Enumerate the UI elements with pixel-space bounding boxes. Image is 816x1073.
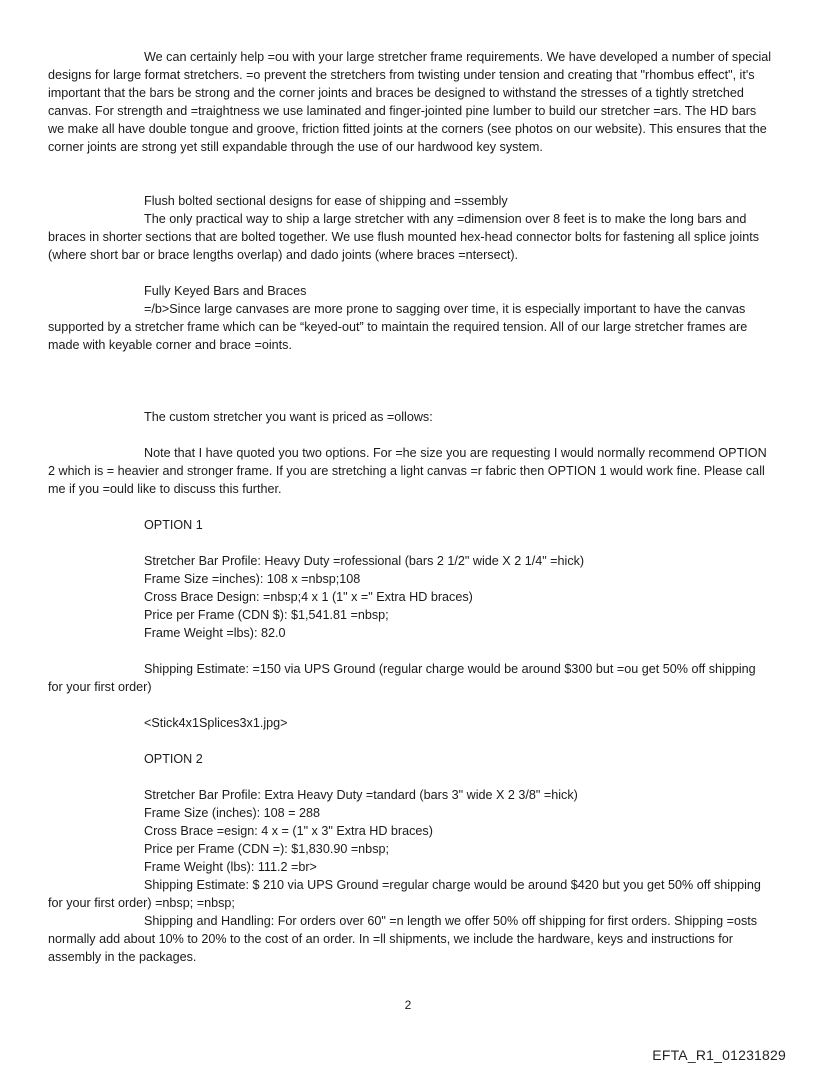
- intro-paragraph: We can certainly help =ou with your large stretcher frame requirements. We have developed a number of special designs for large format stretchers. =o prevent the stretchers from twisting under tension and creating that "rhombus effect", it's important that the bars be strong and the corner joints and braces be designed to withstand the stresses of a tightly stretched canvas. For strength and =traightness we use laminated and finger-jointed pine lumber to build our stretcher =ars. The HD bars we make all have double tongue and groove, friction fitted joints at the corners (see photos on our website). This ensures that the corner joints are strong yet still expandable through the use of our hardwood key system.: [48, 50, 772, 154]
- options-note: Note that I have quoted you two options. For =he size you are requesting I would normally recommend OPTION 2 which is = heavier and stronger frame. If you are stretching a light canvas =r fabric then OPTION 1 would work fine. Please call me if you =ould like to discuss this further.: [48, 446, 767, 496]
- option-1-price: Price per Frame (CDN $): $1,541.81 =nbsp;: [144, 608, 389, 622]
- option-2-title: OPTION 2: [144, 752, 203, 766]
- option-1-frame-size: Frame Size =inches): 108 x =nbsp;108: [144, 572, 361, 586]
- option-1-image-ref: <Stick4x1Splices3x1.jpg>: [144, 716, 288, 730]
- option-2-shipping: Shipping Estimate: $ 210 via UPS Ground =regular charge would be around $420 but you get 50% off shipping for your first order) =nbsp; =nbsp;: [48, 878, 761, 910]
- flush-bolted-heading: Flush bolted sectional designs for ease of shipping and =ssembly: [144, 194, 508, 208]
- shipping-handling: Shipping and Handling: For orders over 60" =n length we offer 50% off shipping for first orders. Shipping =osts normally add about 10% to 20% to the cost of an order. In =ll shipments, we include the hardware, keys and instructions for assembly in the packages.: [48, 914, 758, 964]
- keyed-bars-body: =/b>Since large canvases are more prone to sagging over time, it is especially important to have the canvas supported by a stretcher frame which can be “keyed-out” to maintain the required tension. All of our large stretcher frames are made with keyable corner and brace =oints.: [48, 302, 748, 352]
- flush-bolted-body: The only practical way to ship a large stretcher with any =dimension over 8 feet is to make the long bars and braces in shorter sections that are bolted together. We use flush mounted hex-head connector bolts for fastening all splice joints (where short bar or brace lengths overlap) and dado joints (where braces =ntersect).: [48, 212, 760, 262]
- option-1-weight: Frame Weight =lbs): 82.0: [144, 626, 286, 640]
- pricing-intro: The custom stretcher you want is priced as =ollows:: [144, 410, 433, 424]
- page-number: 2: [404, 998, 412, 1012]
- option-2-price: Price per Frame (CDN =): $1,830.90 =nbsp;: [144, 842, 389, 856]
- option-2-frame-size: Frame Size (inches): 108 = 288: [144, 806, 321, 820]
- option-2-weight: Frame Weight (lbs): 111.2 =br>: [144, 860, 317, 874]
- option-1-profile: Stretcher Bar Profile: Heavy Duty =rofessional (bars 2 1/2" wide X 2 1/4" =hick): [144, 554, 585, 568]
- document-id: EFTA_R1_01231829: [652, 1047, 786, 1063]
- option-1-title: OPTION 1: [144, 518, 203, 532]
- option-1-shipping: Shipping Estimate: =150 via UPS Ground (regular charge would be around $300 but =ou get 50% off shipping for your first order): [48, 662, 756, 694]
- option-2-cross-brace: Cross Brace =esign: 4 x = (1" x 3" Extra HD braces): [144, 824, 433, 838]
- keyed-bars-heading: Fully Keyed Bars and Braces: [144, 284, 307, 298]
- option-2-profile: Stretcher Bar Profile: Extra Heavy Duty =tandard (bars 3" wide X 2 3/8" =hick): [144, 788, 578, 802]
- option-1-specs: [144, 552, 772, 642]
- option-2-specs: [144, 786, 772, 876]
- option-1-cross-brace: Cross Brace Design: =nbsp;4 x 1 (1" x =" Extra HD braces): [144, 590, 473, 604]
